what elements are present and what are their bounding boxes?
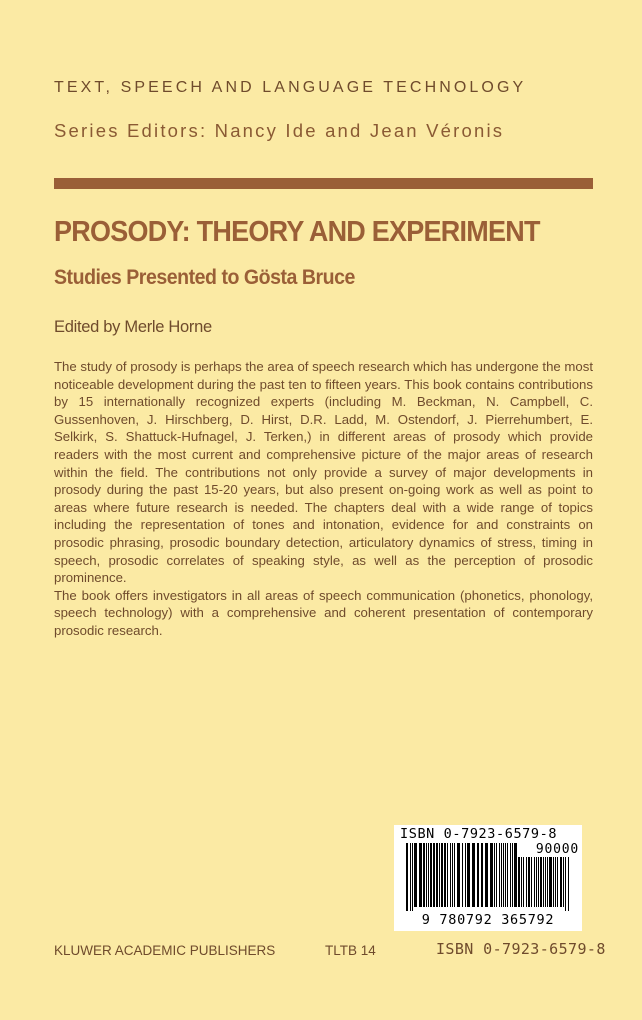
book-title: PROSODY: THEORY AND EXPERIMENT [54,216,540,248]
barcode-bar [507,843,508,907]
barcode-bar [441,843,443,907]
barcode-bar [505,843,506,907]
barcode-bar [433,843,435,907]
footer-isbn: ISBN 0-7923-6579-8 [436,940,606,958]
description-paragraph-1: The study of prosody is perhaps the area of speech research which has undergone the most noticeable development during the past ten to fifteen years. This book contains contributions by 15 internationally recognized experts (including M. Beckman, N. Campbell, C. Gussenhoven, J. Hirschberg, D. Hirst, D.R. Ladd, M. Ostendorf, J. Pierrehumbert, E. Selkirk, S. Shattuck-Hufnagel, J. Terken,) in different areas of prosody which provide readers with the most current and comprehensive picture of the major areas of research within the field. The contributions not only provide a survey of major developments in prosody during the past 15-20 years, but also present on-going work as well as point to areas where future research is needed. The chapters deal with a wide range of topics including the representation of tones and intonation, evidence for and constraints on prosodic phrasing, prosodic boundary detection, articulatory dynamics of stress, timing in speech, prosodic correlates of speaking style, as well as the perception of prosodic prominence. [54,359,593,586]
barcode-bar [419,843,422,907]
barcode-bar [481,843,483,907]
barcode-bar [436,843,438,907]
barcode-bar [467,843,470,907]
barcode-bar [462,843,463,907]
barcode-bar [496,843,497,907]
barcode-bar [450,843,451,907]
barcode-bar [426,843,427,907]
barcode-bar [457,843,460,907]
barcode-bar [472,843,475,907]
barcode-bar [510,843,511,907]
barcode-bar [423,843,425,907]
description-paragraph-2: The book offers investigators in all areas of speech communication (phonetics, phonology, speech technology) with a comprehensive and coherent presentation of contemporary prosodic research. [54,587,593,638]
publisher-name: KLUWER ACADEMIC PUBLISHERS [54,943,276,958]
divider-rule [54,178,593,189]
book-subtitle: Studies Presented to Gösta Bruce [54,266,355,289]
barcode-bar [428,843,429,907]
barcode-isbn: ISBN 0-7923-6579-8 [400,826,558,842]
series-name: TEXT, SPEECH AND LANGUAGE TECHNOLOGY [54,79,527,96]
barcode-price-code: 90000 [517,842,579,857]
barcode-bar [412,843,413,911]
barcode-bar [501,843,502,907]
barcode-ean-digits: 9 780792 365792 [394,912,582,928]
barcode-bar [414,843,417,907]
barcode-bar [406,843,408,911]
barcode-bar [494,843,495,907]
barcode-bar [465,843,466,907]
barcode-bar [512,843,513,907]
barcode-bar [439,843,440,907]
barcode-bar [454,843,455,907]
barcode-bar [499,843,500,907]
barcode-bar [477,843,479,907]
barcode-bar [444,843,446,907]
barcode-bar [503,843,504,907]
barcode-bar [452,843,453,907]
book-editor: Edited by Merle Horne [54,318,212,336]
barcode-label [394,825,582,931]
barcode-bar [485,843,488,907]
barcode-bar [447,843,448,907]
barcode-bar [490,843,493,907]
series-editors: Series Editors: Nancy Ide and Jean Véronis [54,120,505,141]
series-code: TLTB 14 [325,943,376,958]
barcode-bar [410,843,411,911]
barcode-bar [430,843,432,907]
book-description [54,358,593,640]
